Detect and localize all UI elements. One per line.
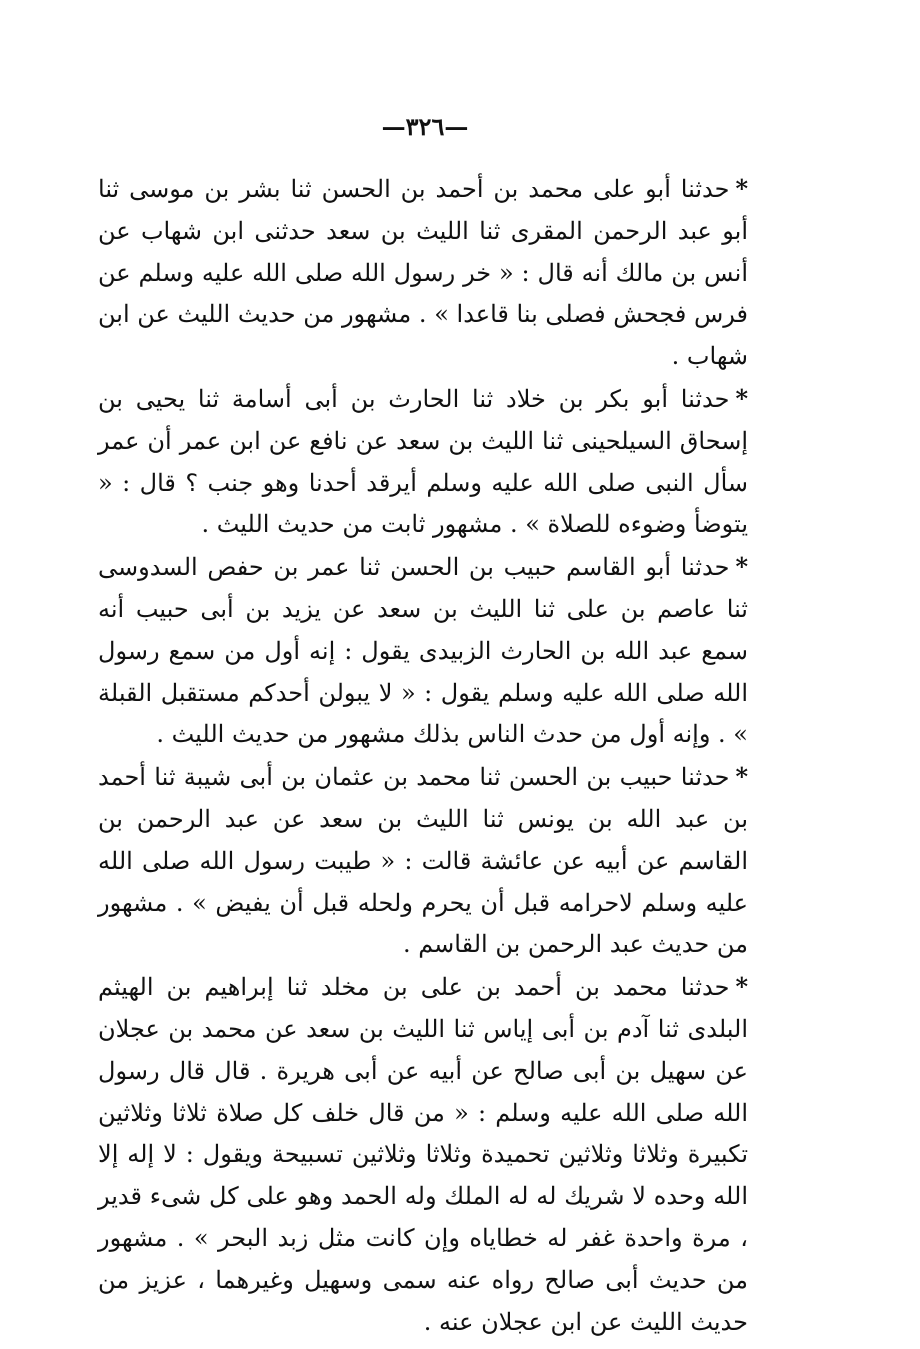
hadith-paragraph-4: [98, 756, 748, 966]
hadith-paragraph-5: [98, 966, 748, 1343]
paragraph-marker: *: [735, 174, 748, 203]
hadith-text: حدثنا أبو القاسم حبيب بن الحسن ثنا عمر بن حفص السدوسى ثنا عاصم بن على ثنا الليث بن سعد عن يزيد بن أبى حبيب أنه سمع عبد الله بن الحارث الزبيدى يقول : إنه أول من سمع رسول الله صلى الله عليه وسلم يقول : « لا يبولن أحدكم مستقبل القبلة » . وإنه أول من حدث الناس بذلك مشهور من حديث الليث .: [98, 553, 748, 749]
paragraph-marker: *: [735, 552, 748, 582]
paragraph-marker: *: [735, 762, 748, 792]
page-number: —٣٢٦—: [381, 112, 469, 141]
hadith-text: حدثنا أبو على محمد بن أحمد بن الحسن ثنا بشر بن موسى ثنا أبو عبد الرحمن المقرى ثنا الليث بن سعد حدثنى ابن شهاب عن أنس بن مالك أنه قال : « خر رسول الله صلى الله عليه وسلم عن فرس فجحش فصلى بنا قاعدا » . مشهور من حديث الليث عن ابن شهاب .: [98, 175, 748, 371]
hadith-text: حدثنا محمد بن أحمد بن على بن مخلد ثنا إبراهيم بن الهيثم البلدى ثنا آدم بن أبى إياس ثنا الليث بن سعد عن محمد بن عجلان عن سهيل بن أبى صالح عن أبيه عن أبى هريرة . قال قال رسول الله صلى الله عليه وسلم : « من قال خلف كل صلاة ثلاثا وثلاثين تكبيرة وثلاثا وثلاثين تحميدة وثلاثا وثلاثين تسبيحة ويقول : لا إله إلا الله وحده لا شريك له له الملك وله الحمد وهو على كل شىء قدير ، مرة واحدة غفر له خطاياه وإن كانت مثل زبد البحر » . مشهور من حديث أبى صالح رواه عنه سمى وسهيل وغيرهما ، عزيز من حديث الليث عن ابن عجلان عنه .: [98, 973, 749, 1336]
hadith-text: حدثنا أبو بكر بن خلاد ثنا الحارث بن أبى أسامة ثنا يحيى بن إسحاق السيلحينى ثنا الليث بن سعد عن نافع عن ابن عمر أن عمر سأل النبى صلى الله عليه وسلم أيرقد أحدنا وهو جنب ؟ قال : « يتوضأ وضوءه للصلاة » . مشهور ثابت من حديث الليث .: [98, 384, 748, 539]
hadith-paragraph-3: [98, 546, 748, 756]
paragraph-marker: *: [735, 383, 748, 413]
hadith-text: حدثنا حبيب بن الحسن ثنا محمد بن عثمان بن أبى شيبة ثنا أحمد بن عبد الله بن يونس ثنا الليث بن سعد عن عبد الرحمن بن القاسم عن أبيه عن عائشة قالت : « طيبت رسول الله صلى الله عليه وسلم لاحرامه قبل أن يحرم ولحله قبل أن يفيض » . مشهور من حديث عبد الرحمن بن القاسم .: [98, 763, 748, 959]
hadith-text-block: [98, 168, 748, 1343]
hadith-paragraph-1: [98, 168, 748, 378]
hadith-paragraph-2: [98, 378, 748, 546]
paragraph-marker: *: [735, 972, 749, 1002]
